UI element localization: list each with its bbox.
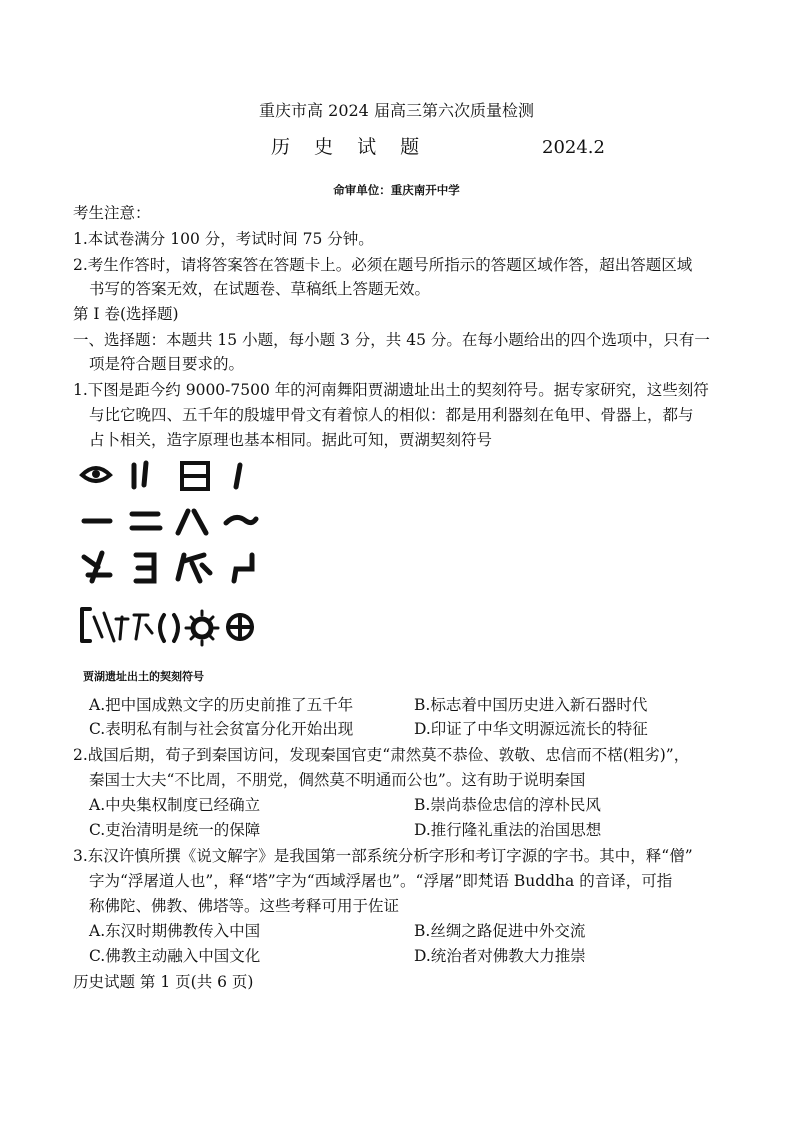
notice-item-2-line-2: 书写的答案无效，在试题卷、草稿纸上答题无效。 [89,280,431,298]
question-3-option-d[interactable]: D.统治者对佛教大力推崇 [414,947,586,965]
jiahu-symbols-image [76,457,266,667]
jiahu-symbols-figure [76,457,266,687]
subject-title: 历 史 试 题 [271,136,429,158]
page-footer: 历史试题 第 1 页(共 6 页) [73,973,254,991]
question-2-option-c[interactable]: C.吏治清明是统一的保障 [89,821,261,839]
exam-title: 重庆市高 2024 届高三第六次质量检测 [259,101,534,120]
question-1-line-1: 1.下图是距今约 9000-7500 年的河南舞阳贾湖遗址出土的契刻符号。据专家研究，这些刻符 [73,381,709,399]
figure-caption: 贾湖遗址出土的契刻符号 [83,670,204,683]
question-1-line-2: 与比它晚四、五千年的殷墟甲骨文有着惊人的相似：都是用利器刻在龟甲、骨器上，都与 [89,406,694,424]
question-1-option-d[interactable]: D.印证了中华文明源远流长的特征 [414,720,648,738]
question-3-line-3: 称佛陀、佛教、佛塔等。这些考释可用于佐证 [89,897,400,915]
question-2-option-b[interactable]: B.崇尚恭俭忠信的淳朴民风 [414,796,601,814]
question-2-line-2: 秦国士大夫“不比周，不朋党，倜然莫不明通而公也”。这有助于说明秦国 [89,771,586,789]
question-3-option-b[interactable]: B.丝绸之路促进中外交流 [414,922,586,940]
question-3-line-2: 字为“浮屠道人也”，释“塔”字为“西域浮屠也”。“浮屠”即梵语 Buddha 的音译，可指 [89,872,673,890]
question-2-option-d[interactable]: D.推行隆礼重法的治国思想 [414,821,602,839]
question-1-line-3: 占卜相关，造字原理也基本相同。据此可知，贾湖契刻符号 [89,431,493,449]
volume-heading: 第 I 卷(选择题) [73,305,179,323]
setter-unit: 命审单位：重庆南开中学 [333,183,460,197]
question-2-option-a[interactable]: A.中央集权制度已经确立 [89,796,261,814]
question-1-option-c[interactable]: C.表明私有制与社会贫富分化开始出现 [89,720,354,738]
notice-heading: 考生注意： [73,204,151,222]
section-instructions-line-1: 一、选择题：本题共 15 小题，每小题 3 分，共 45 分。在每小题给出的四个选项中，只有一 [73,331,710,349]
question-1-option-b[interactable]: B.标志着中国历史进入新石器时代 [414,696,648,714]
notice-item-1: 1.本试卷满分 100 分，考试时间 75 分钟。 [73,230,374,248]
question-3-line-1: 3.东汉许慎所撰《说文解字》是我国第一部系统分析字形和考订字源的字书。其中，释“僧” [73,847,693,865]
notice-item-2-line-1: 2.考生作答时，请将答案答在答题卡上。必须在题号所指示的答题区域作答，超出答题区域 [73,256,693,274]
section-instructions-line-2: 项是符合题目要求的。 [89,355,245,373]
question-1-option-a[interactable]: A.把中国成熟文字的历史前推了五千年 [89,696,354,714]
question-3-option-a[interactable]: A.东汉时期佛教传入中国 [89,922,261,940]
exam-date: 2024.2 [542,137,605,158]
question-3-option-c[interactable]: C.佛教主动融入中国文化 [89,947,261,965]
question-2-line-1: 2.战国后期，荀子到秦国访问，发现秦国官吏“肃然莫不恭俭、敦敬、忠信而不楛(粗劣)”， [73,746,690,764]
